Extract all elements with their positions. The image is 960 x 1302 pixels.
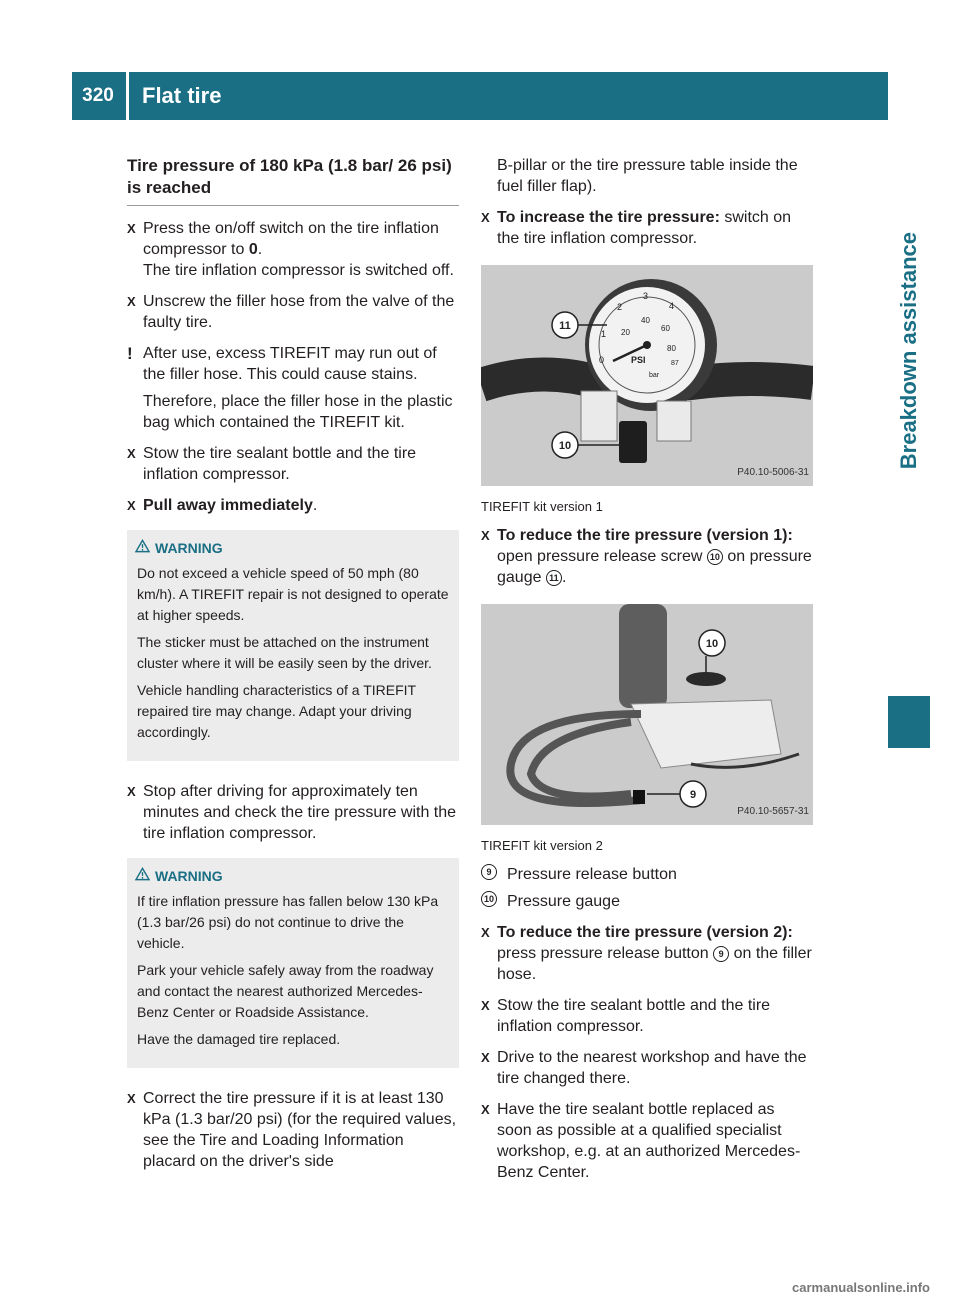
figure-kit-version-1 [481, 265, 813, 486]
figure-kit-version-2 [481, 604, 813, 825]
step-marker: X [481, 1050, 490, 1065]
figure-caption: TIREFIT kit version 1 [481, 499, 603, 514]
side-tab-label: Breakdown assistance [896, 232, 921, 470]
step-marker: X [481, 210, 490, 225]
page-number: 320 [82, 85, 114, 106]
svg-text:3: 3 [643, 291, 649, 301]
step-item: X Have the tire sealant bottle replaced as soon as possible at a qualified specialist workshop, e.g. at an authorized Mercedes-Benz Center. [481, 1101, 801, 1181]
step-marker: X [127, 221, 136, 236]
callout-ref: 10 [707, 549, 723, 565]
step-marker: X [127, 784, 136, 799]
warning-triangle-icon [135, 867, 150, 881]
svg-text:40: 40 [641, 316, 650, 325]
svg-text:2: 2 [617, 302, 623, 312]
callout-ref: 11 [546, 570, 562, 586]
svg-text:10: 10 [705, 638, 719, 650]
svg-text:87: 87 [671, 360, 679, 367]
legend-item: 9 Pressure release button [481, 864, 813, 885]
step-marker: X [127, 1091, 136, 1106]
right-column [481, 155, 813, 1193]
svg-text:PSI: PSI [631, 355, 646, 365]
step-item: X Drive to the nearest workshop and have the tire changed there. [481, 1049, 807, 1087]
caution-icon: ! [127, 344, 133, 363]
step-item: X Correct the tire pressure if it is at least 130 kPa (1.3 bar/20 psi) (for the required values, see the Tire and Loading Information placard on the driver's side [127, 1090, 457, 1170]
step-item: X Stop after driving for approximately ten minutes and check the tire pressure with the tire inflation compressor. [127, 783, 457, 842]
svg-text:0: 0 [599, 355, 605, 365]
svg-text:1: 1 [601, 329, 607, 339]
tirefit-v2-illustration [481, 604, 813, 825]
step-item: X Stow the tire sealant bottle and the tire inflation compressor. [481, 997, 771, 1035]
figure-code: P40.10-5006-31 [737, 467, 809, 478]
warning-title: WARNING [137, 866, 449, 887]
connector-left [581, 391, 617, 441]
step-marker: X [127, 446, 136, 461]
caution-note: ! After use, excess TIREFIT may run out of the filler hose. This could cause stains. Therefore, place the filler hose in the plastic bag which contained the TIREFIT kit. [127, 344, 453, 431]
side-block [888, 696, 930, 748]
header-separator [126, 72, 129, 120]
step-marker: X [481, 528, 490, 543]
left-column [127, 155, 459, 1182]
side-tab [888, 120, 930, 720]
svg-text:10: 10 [558, 440, 572, 452]
legend-number: 10 [481, 891, 497, 907]
step-marker: X [481, 925, 490, 940]
warning-box: WARNING If tire inflation pressure has fallen below 130 kPa (1.3 bar/26 psi) do not continue to drive the vehicle. Park your vehicle safely away from the roadway and contact the nearest authorized Mercedes-Benz Center or Roadside Assistance. Have the damaged tire replaced. [127, 858, 459, 1068]
step-item: X Unscrew the filler hose from the valve of the faulty tire. [127, 293, 455, 331]
legend-number: 9 [481, 864, 497, 880]
sealant-bottle [619, 604, 667, 708]
svg-text:20: 20 [621, 328, 630, 337]
svg-text:4: 4 [669, 301, 675, 311]
step-item: X Stow the tire sealant bottle and the tire inflation compressor. [127, 445, 417, 483]
tirefit-v1-illustration [481, 265, 813, 486]
step-item: X To increase the tire pressure: switch on the tire inflation compressor. [481, 209, 792, 247]
svg-text:60: 60 [661, 324, 670, 333]
release-button [633, 790, 645, 804]
step-marker: X [481, 1102, 490, 1117]
step-marker: X [481, 998, 490, 1013]
figure-code: P40.10-5657-31 [737, 806, 809, 817]
page-title: Flat tire [142, 83, 222, 108]
step-item: X Press the on/off switch on the tire inflation compressor to 0. The tire inflation compressor is switched off. [127, 220, 454, 279]
legend-item: 10 Pressure gauge [481, 891, 813, 912]
svg-text:11: 11 [559, 320, 571, 332]
continued-text: B-pillar or the tire pressure table inside the fuel filler flap). [497, 157, 798, 195]
release-screw [619, 421, 647, 463]
warning-title: WARNING [137, 538, 449, 559]
warning-box: WARNING Do not exceed a vehicle speed of 50 mph (80 km/h). A TIREFIT repair is not designed to operate at higher speeds. The sticker must be attached on the instrument cluster where it will be easily seen by the driver. Vehicle handling characteristics of a TIREFIT repaired tire may change. Adapt your driving accordingly. [127, 530, 459, 761]
svg-text:9: 9 [689, 789, 697, 801]
step-item: X To reduce the tire pressure (version 2): press pressure release button 9 on the filler hose. [481, 924, 812, 983]
svg-text:80: 80 [667, 344, 676, 353]
pressure-gauge [686, 672, 726, 686]
step-marker: X [127, 498, 136, 513]
svg-text:bar: bar [649, 372, 660, 379]
watermark: carmanualsonline.info [792, 1280, 930, 1295]
warning-triangle-icon [135, 539, 150, 553]
section-heading: Tire pressure of 180 kPa (1.8 bar/ 26 psi) is reached [127, 155, 459, 206]
callout-ref: 9 [713, 946, 729, 962]
step-item: X Pull away immediately. [127, 497, 318, 514]
connector-right [657, 401, 691, 441]
step-marker: X [127, 294, 136, 309]
step-item: X To reduce the tire pressure (version 1): open pressure release screw 10 on pressure gauge 11 . [481, 527, 812, 586]
figure-caption: TIREFIT kit version 2 [481, 838, 603, 853]
